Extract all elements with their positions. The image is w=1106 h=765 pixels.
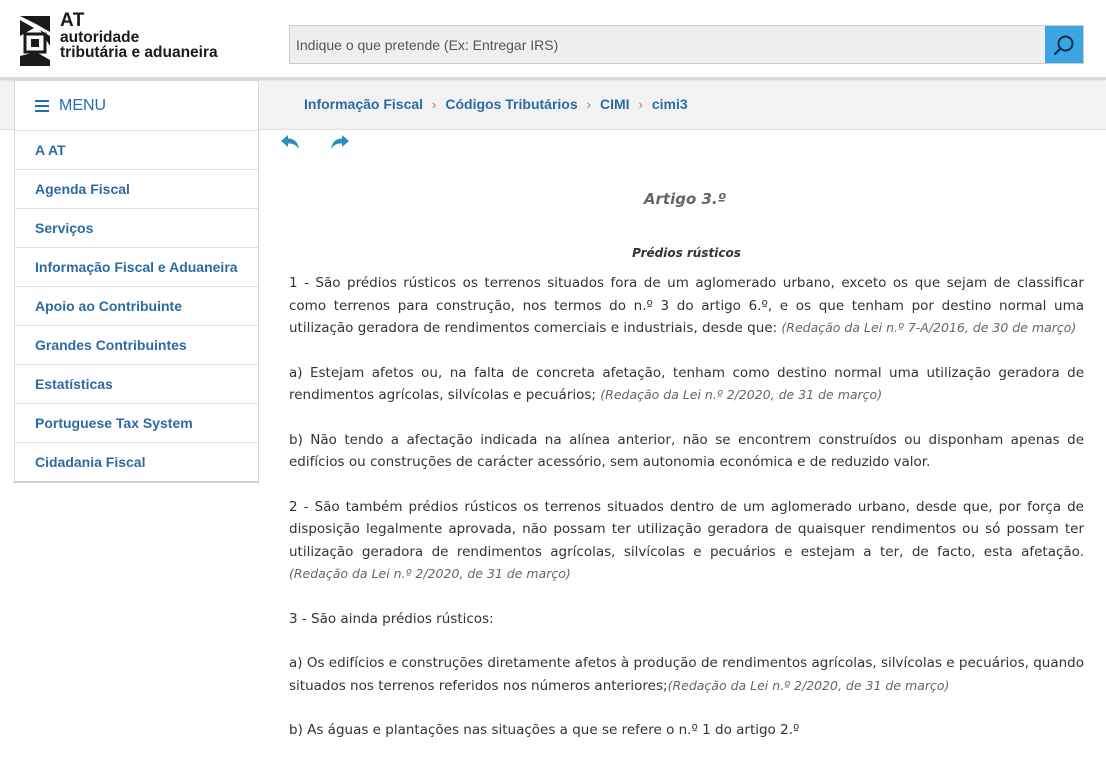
paragraph-text: 3 - São ainda prédios rústicos: [289,610,494,627]
chevron-right-icon: › [586,96,591,112]
article-paragraph [289,719,1084,742]
sidebar-item-agenda-fiscal[interactable]: Agenda Fiscal [15,170,258,209]
at-logo[interactable] [16,12,246,70]
breadcrumb-item[interactable]: CIMI [599,96,630,112]
search-icon [1053,34,1075,56]
sidebar-item-a-at[interactable]: A AT [15,131,258,170]
article-content [289,190,1084,742]
sidebar-item-servicos[interactable]: Serviços [15,209,258,248]
sidebar-item-informacao-fiscal[interactable]: Informação Fiscal e Aduaneira [15,248,258,287]
article-paragraph [289,429,1084,474]
paragraph-text: b) As águas e plantações nas situações a que se refere o n.º 1 do artigo 2.º [289,722,800,738]
paragraph-note: (Redação da Lei n.º 2/2020, de 31 de março) [600,387,883,402]
sidebar-item-estatisticas[interactable]: Estatísticas [15,365,258,404]
breadcrumb [304,96,688,112]
paragraph-note: (Redação da Lei n.º 7-A/2016, de 30 de março) [781,320,1077,335]
article-title: Artigo 3.º [643,190,727,208]
article-paragraph [289,362,1084,407]
chevron-right-icon: › [638,96,643,112]
sidebar-item-grandes-contribuintes[interactable]: Grandes Contribuintes [15,326,258,365]
paragraph-text: 1 - São prédios rústicos os terrenos situados fora de um aglomerado urbano, exceto os que sejam de classificar como terrenos para construção, nos termos do n.º 3 do artigo 6.º, e os que tenham por destino normal uma utilização geradora de rendimentos comerciais e industriais, desde que: [289,275,1084,336]
paragraph-text: a) Os edifícios e construções diretamente afetos à produção de rendimentos agrícolas, silvícolas e pecuários, quando situados nos terrenos referidos nos números anteriores; [289,655,1084,694]
article-paragraph [289,496,1084,586]
breadcrumb-item[interactable]: Códigos Tributários [445,96,578,112]
article-paragraph [289,272,1084,340]
search-input[interactable] [290,26,1045,63]
logo-text [60,12,218,60]
paragraph-note: (Redação da Lei n.º 2/2020, de 31 de março) [289,566,571,581]
paragraph-text: a) Estejam afetos ou, na falta de concreta afetação, tenham como destino normal uma utilização geradora de rendimentos agrícolas, silvícolas e pecuários; [289,364,1084,403]
sidebar [14,80,259,483]
breadcrumb-item-current[interactable]: cimi3 [651,96,688,112]
sidebar-item-apoio-contribuinte[interactable]: Apoio ao Contribuinte [15,287,258,326]
sidebar-item-cidadania-fiscal[interactable]: Cidadania Fiscal [35,454,146,470]
article-nav [280,134,350,152]
sidebar-item-portuguese-tax-system[interactable]: Portuguese Tax System [15,404,258,443]
article-paragraph [289,652,1084,697]
search-button[interactable] [1045,26,1083,63]
article-paragraph [289,608,1084,631]
paragraph-note: (Redação da Lei n.º 2/2020, de 31 de março) [667,677,950,693]
logo-autoridade: autoridade [60,29,140,46]
paragraph-text: 2 - São também prédios rústicos os terrenos situados dentro de um aglomerado urbano, desde que, por força de disposição legalmente aprovada, não possam ter utilização geradora de quaisquer rendimentos ou só possam ter utilização geradora de rendimentos agrícolas, silvícolas e pecuários e estejam a ter, de facto, esta afetação. [289,498,1084,560]
menu-toggle[interactable] [15,81,258,131]
paragraph-text: b) Não tendo a afectação indicada na alínea anterior, não se encontrem construídos ou disponham apenas de edifícios ou construções de carácter acessório, sem autonomia económica e de reduzido valor. [289,431,1084,470]
logo-at: AT [60,10,85,31]
site-header [0,0,1106,80]
at-emblem-icon [16,12,54,68]
previous-article-icon[interactable] [280,134,300,152]
chevron-right-icon: › [432,96,437,112]
menu-label: MENU [59,96,107,114]
search-bar [289,25,1084,64]
breadcrumb-item[interactable]: Informação Fiscal [304,96,424,112]
logo-tributaria: tributária e aduaneira [60,44,218,61]
next-article-icon[interactable] [330,134,350,152]
hamburger-icon [35,97,49,115]
article-subtitle: Prédios rústicos [632,246,741,260]
